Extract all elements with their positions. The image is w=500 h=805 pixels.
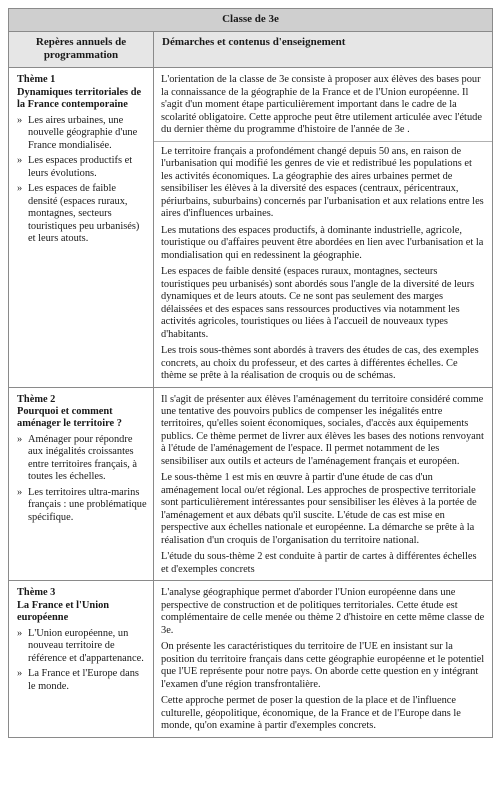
theme-title: Pourquoi et comment aménager le territoire ? <box>17 406 122 430</box>
table-title: Classe de 3e <box>9 9 493 32</box>
paragraph: Les mutations des espaces productifs, à dominante industrielle, agricole, touristique ou d'affaires peuvent être abordées en lien avec l'urbanisation et la mondialisation qui en redessinent la géographie. <box>161 224 484 261</box>
list-item: » Aménager pour répondre aux inégalités croissantes entre territoires français, à toutes les échelles. <box>17 434 147 484</box>
theme-cell <box>9 387 154 581</box>
list-item: » Les territoires ultra-marins français : une problématique spécifique. <box>17 487 147 524</box>
theme-number: Thème 1 <box>17 74 56 86</box>
content-cell <box>154 68 493 387</box>
table-row <box>9 68 493 387</box>
theme-number: Thème 2 <box>17 393 56 405</box>
paragraph: L'orientation de la classe de 3e consiste à proposer aux élèves des bases pour la connaissance de la géographie de la France et de l'Union européenne. Il s'agit d'un moment étape particulièrement important dans le cadre de la scolarité obligatoire. Cette approche peut être utilement articulée avec l'étude du dernier thème du programme d'histoire de l'année de 3e . <box>161 74 482 136</box>
content-cell <box>154 581 493 737</box>
paragraph: Cette approche permet de poser la question de la place et de l'influence culturelle, géopolitique, économique, de la France et de l'Europe dans le monde, qu'on examine à partir d'exemples concrets. <box>161 695 461 732</box>
theme-items <box>17 434 147 524</box>
list-item: » La France et l'Europe dans le monde. <box>17 668 147 693</box>
paragraph: Il s'agit de présenter aux élèves l'aménagement du territoire considéré comme une tentative des pouvoirs publics de compenser les inégalités entre territoires, qu'elles soient économiques, sociales, d'accès aux équipements publics. Ce thème permet de livrer aux élèves les bases des notions renvoyant à l'étude de l'aménagement de l'espace. Il permet notamment de les sensibiliser aux outils et acteurs de l'aménagement français et européen. <box>161 393 484 467</box>
theme-items <box>17 115 147 246</box>
paragraph: L'analyse géographique permet d'aborder l'Union européenne dans une perspective de construction et de politiques territoriales. Cette étude est complémentaire de celle menée ou thème 2 d'histoire en cette même classe de 3e. <box>161 587 485 636</box>
table-row <box>9 387 493 581</box>
theme-cell <box>9 68 154 387</box>
paragraph: Le territoire français a profondément changé depuis 50 ans, en raison de l'urbanisation qui modifié les genres de vie et redistribué les populations et les activités économiques. La géographie des aires urbaines permet de sensibiliser les élèves à la diversité des espaces (centraux, péricentraux, périurbains, suburbains) concernés par l'urbanisation et aux relations entre les aires d'influences urbaines. <box>161 145 484 220</box>
theme-cell <box>9 581 154 737</box>
theme-title: La France et l'Union européenne <box>17 599 110 624</box>
paragraph: Les trois sous-thèmes sont abordés à travers des études de cas, des exemples concrets, au choix du professeur, et des cartes à différentes échelles. Ce thème se prête à la réalisation de croquis ou de schémas. <box>161 345 479 382</box>
list-item: » Les espaces de faible densité (espaces ruraux, montagnes, secteurs touristiques peu urbanisés) et leurs atouts. <box>17 183 147 245</box>
paragraph: L'étude du sous-thème 2 est conduite à partir de cartes à différentes échelles et d'exemples concrets <box>161 551 477 575</box>
column-header-demarches: Démarches et contenus d'enseignement <box>154 32 493 68</box>
theme-number: Thème 3 <box>17 587 56 599</box>
column-header-reperes: Repères annuels de programmation <box>9 32 154 68</box>
theme-title: Dynamiques territoriales de la France contemporaine <box>17 86 142 111</box>
list-item: » L'Union européenne, un nouveau territoire de référence et d'appartenance. <box>17 628 147 665</box>
list-item: » Les aires urbaines, une nouvelle géographie d'une France mondialisée. <box>17 115 147 152</box>
paragraph: Le sous-thème 1 est mis en œuvre à partir d'une étude de cas d'un aménagement local ou/et régional. Les approches de prospective territoriale sont particulièrement intéressantes pour sensibiliser les élèves à la portée de l'aménagement et aux débats qu'il suscite. L'étude de cas est mise en perspective aux échelles nationale et européenne. La démarche se prête à la réalisation d'un croquis de l'organisation du territoire national. <box>161 472 477 546</box>
programme-table <box>8 8 493 738</box>
content-cell <box>154 387 493 581</box>
paragraph: On présente les caractéristiques du territoire de l'UE en insistant sur la position du territoire français dans cette géographie européenne et le potentiel que l'UE représente pour notre pays. On aborde cette question en y intégrant l'examen d'une région transfrontalière. <box>161 641 485 690</box>
table-row <box>9 581 493 737</box>
paragraph: Les espaces de faible densité (espaces ruraux, montagnes, secteurs touristiques peu urbanisés) sont abordés sous l'angle de la diversité de leurs dynamiques et de leurs atouts. Ce ne sont pas seulement des marges délaissées et des espaces sans ressources productives via notamment les activités agricoles, touristiques ou liées à l'accueil de nouveaux types d'habitants. <box>161 266 475 340</box>
list-item: » Les espaces productifs et leurs évolutions. <box>17 155 147 180</box>
theme-items <box>17 628 147 693</box>
divider <box>154 141 492 142</box>
